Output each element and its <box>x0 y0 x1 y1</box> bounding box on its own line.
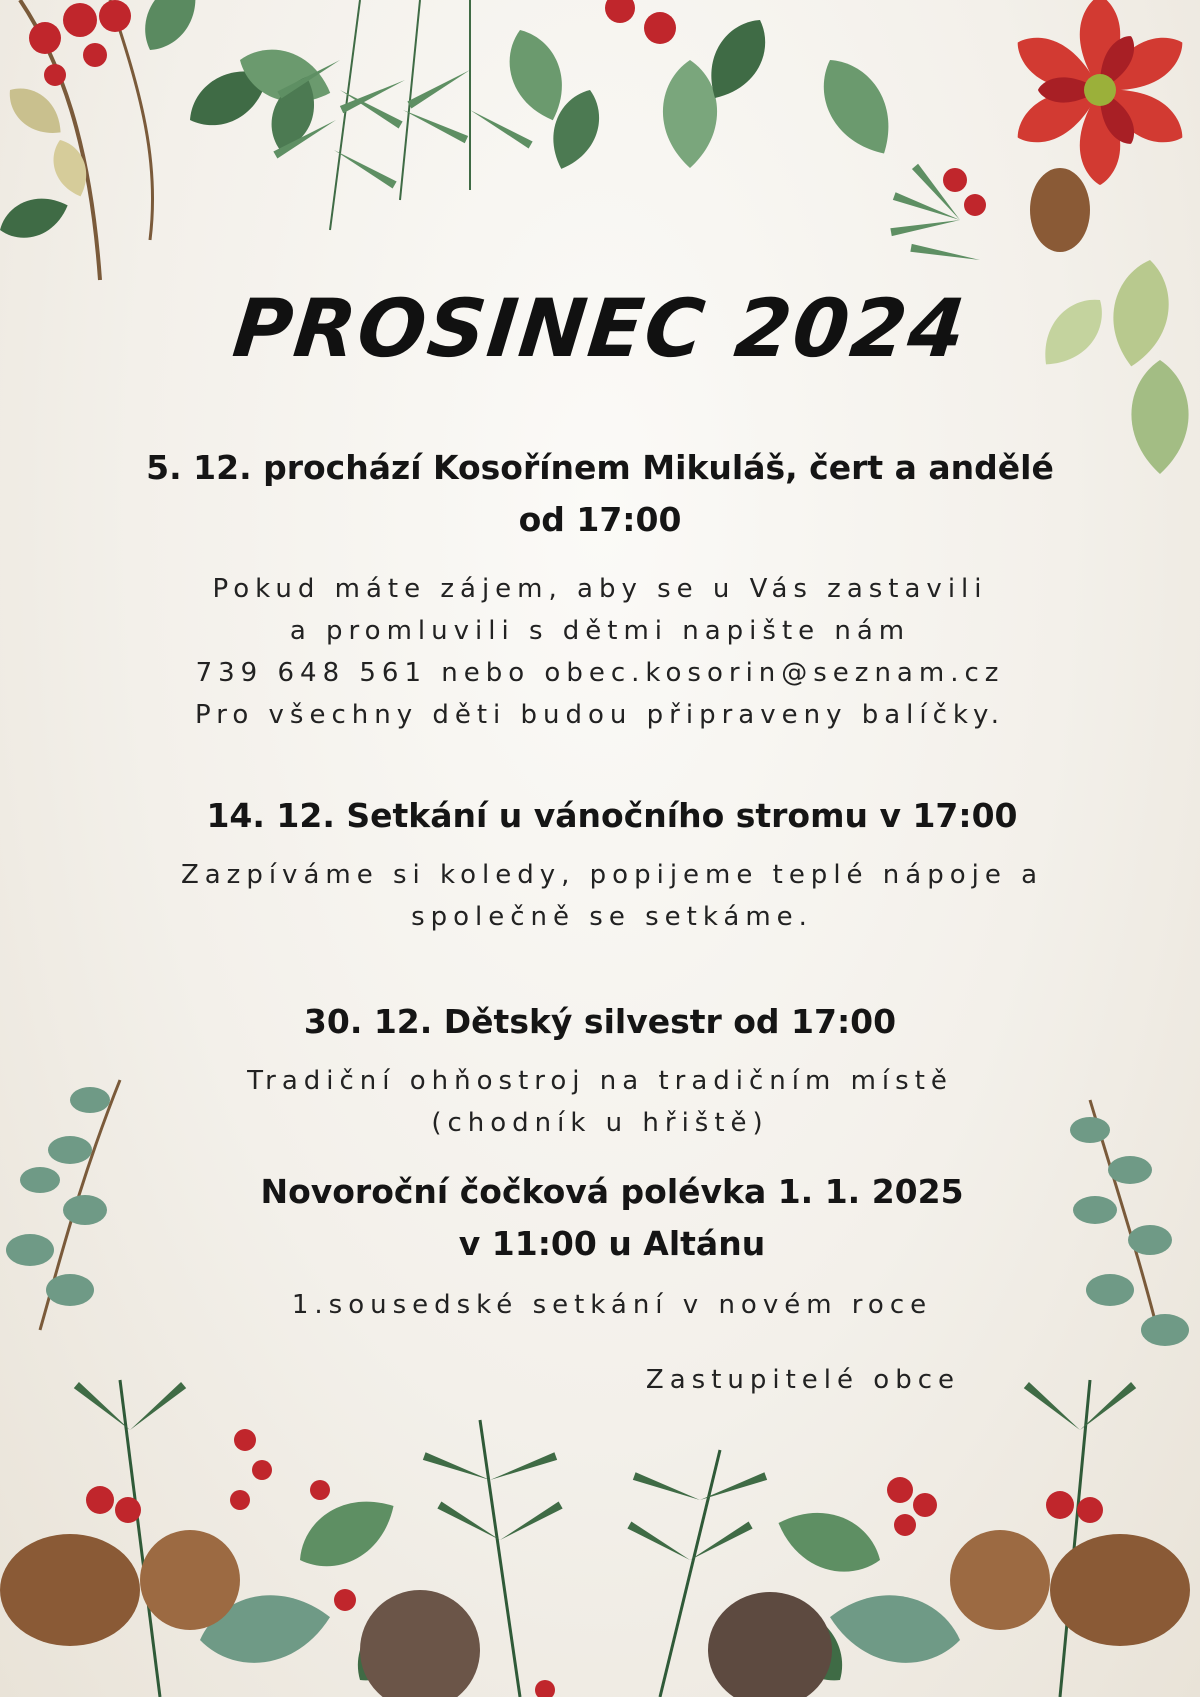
event-tree-meeting <box>12 790 1200 938</box>
event-mikulas-line: Pro všechny děti budou připraveny balíčky. <box>195 700 1005 730</box>
event-new-year-soup-line: 1.sousedské setkání v novém roce <box>291 1290 933 1320</box>
pinecones <box>0 1530 1190 1697</box>
event-mikulas-time: od 17:00 <box>518 500 682 539</box>
berries-top <box>29 0 676 86</box>
event-new-year-soup <box>12 1166 1200 1326</box>
signature: Zastupitelé obce <box>645 1365 960 1395</box>
event-silvestr <box>0 996 1200 1144</box>
event-silvestr-heading: 30. 12. Dětský silvestr od 17:00 <box>303 1002 897 1041</box>
event-mikulas-contact: 739 648 561 nebo obec.kosorin@seznam.cz <box>195 658 1005 688</box>
event-mikulas <box>0 442 1200 736</box>
event-mikulas-line: a promluvili s dětmi napište nám <box>289 616 911 646</box>
poinsettia <box>1008 0 1193 185</box>
event-mikulas-line: Pokud máte zájem, aby se u Vás zastavili <box>212 574 988 604</box>
poster-title: PROSINEC 2024 <box>228 282 972 375</box>
event-tree-meeting-line: společně se setkáme. <box>411 902 813 932</box>
event-tree-meeting-heading: 14. 12. Setkání u vánočního stromu v 17:00 <box>206 796 1018 835</box>
event-new-year-soup-place: v 11:00 u Altánu <box>458 1224 766 1263</box>
event-silvestr-line: (chodník u hřiště) <box>431 1108 769 1138</box>
event-mikulas-heading: 5. 12. prochází Kosořínem Mikuláš, čert a andělé <box>146 448 1054 487</box>
event-new-year-soup-heading: Novoroční čočková polévka 1. 1. 2025 <box>260 1172 964 1211</box>
event-tree-meeting-line: Zazpíváme si koledy, popijeme teplé nápoje a <box>180 860 1044 890</box>
event-silvestr-line: Tradiční ohňostroj na tradičním místě <box>247 1066 953 1096</box>
